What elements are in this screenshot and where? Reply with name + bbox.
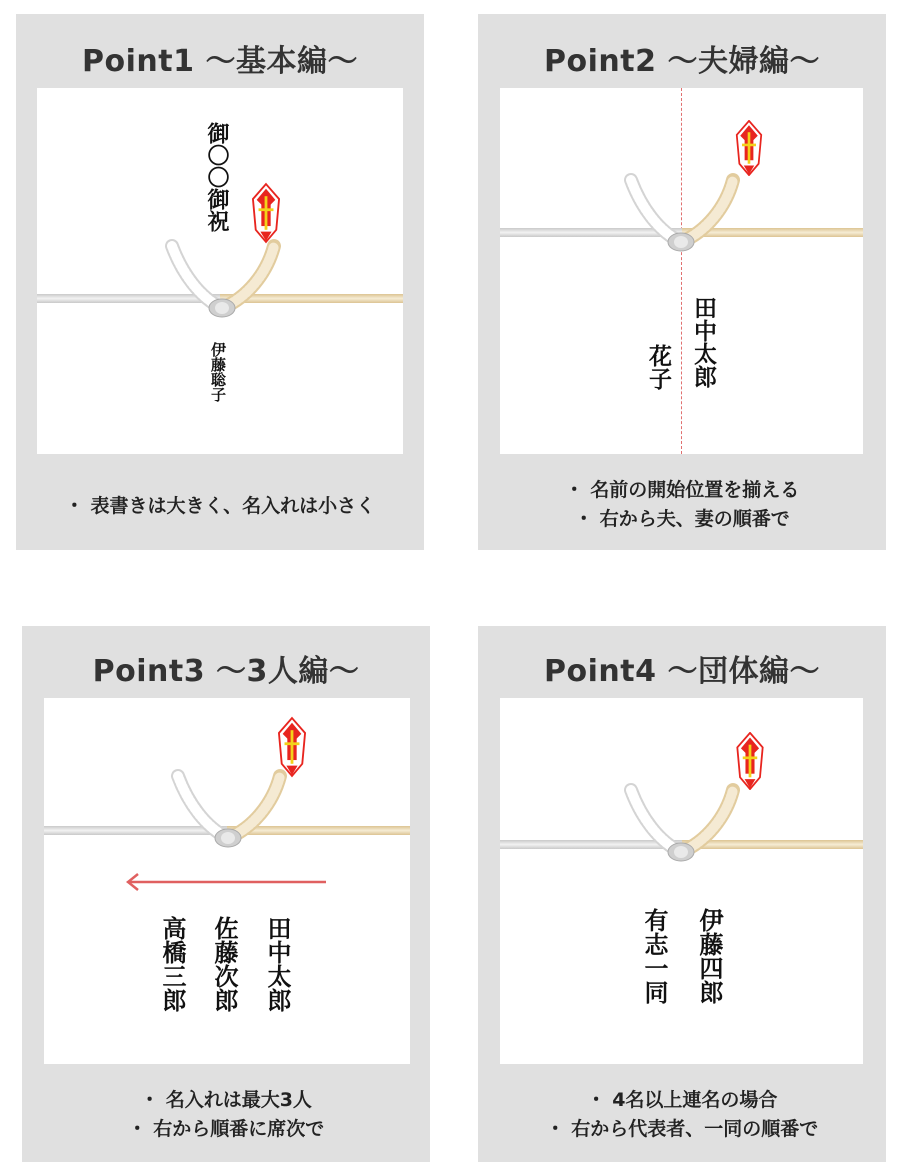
panel-title: Point4 〜団体編〜 — [544, 654, 820, 689]
bullet-item: ・ 右から代表者、一同の順番で — [545, 1118, 819, 1140]
panel-title: Point2 〜夫婦編〜 — [544, 44, 820, 79]
left-arrow-icon — [124, 872, 328, 892]
bullet-item: ・ 名入れは最大3人 — [140, 1089, 312, 1111]
bullet-item: ・ 右から夫、妻の順番で — [574, 508, 790, 530]
bullet-item: ・ 名前の開始位置を揃える — [564, 479, 800, 501]
name-3: 高橋三郎 — [158, 916, 187, 1012]
envelope-card — [500, 698, 863, 1064]
name-1: 伊藤四郎 — [695, 908, 724, 1004]
bullet-item: ・ 表書きは大きく、名入れは小さく — [64, 495, 376, 517]
panel-title: Point1 〜基本編〜 — [82, 44, 358, 79]
bullet-list — [16, 492, 424, 521]
bullet-list — [478, 1086, 886, 1144]
mizuhiki-knot-icon — [152, 228, 292, 318]
panel-point4 — [478, 626, 886, 1162]
mizuhiki-knot-icon — [611, 162, 751, 252]
name-2: 有志一同 — [640, 908, 669, 1004]
panel-point3 — [22, 626, 430, 1162]
panel-point2 — [478, 14, 886, 550]
envelope-card — [500, 88, 863, 454]
bullet-item: ・ 右から順番に席次で — [127, 1118, 325, 1140]
name-2: 佐藤次郎 — [210, 916, 239, 1012]
mizuhiki-knot-icon — [158, 758, 298, 848]
name-1: 田中太郎 — [690, 296, 717, 388]
omote-text: 御〇〇御祝 — [204, 122, 230, 232]
alignment-guide-line — [681, 88, 682, 454]
envelope-card — [44, 698, 410, 1064]
bullet-list — [478, 476, 886, 534]
bullet-item: ・ 4名以上連名の場合 — [586, 1089, 778, 1111]
panel-point1 — [16, 14, 424, 550]
envelope-card — [37, 88, 403, 454]
mizuhiki-knot-icon — [611, 772, 751, 862]
name-2: 花子 — [645, 344, 672, 390]
name-1: 田中太郎 — [263, 916, 292, 1012]
name-1: 伊藤聡子 — [209, 342, 227, 402]
panel-title: Point3 〜3人編〜 — [92, 654, 360, 689]
bullet-list — [22, 1086, 430, 1144]
